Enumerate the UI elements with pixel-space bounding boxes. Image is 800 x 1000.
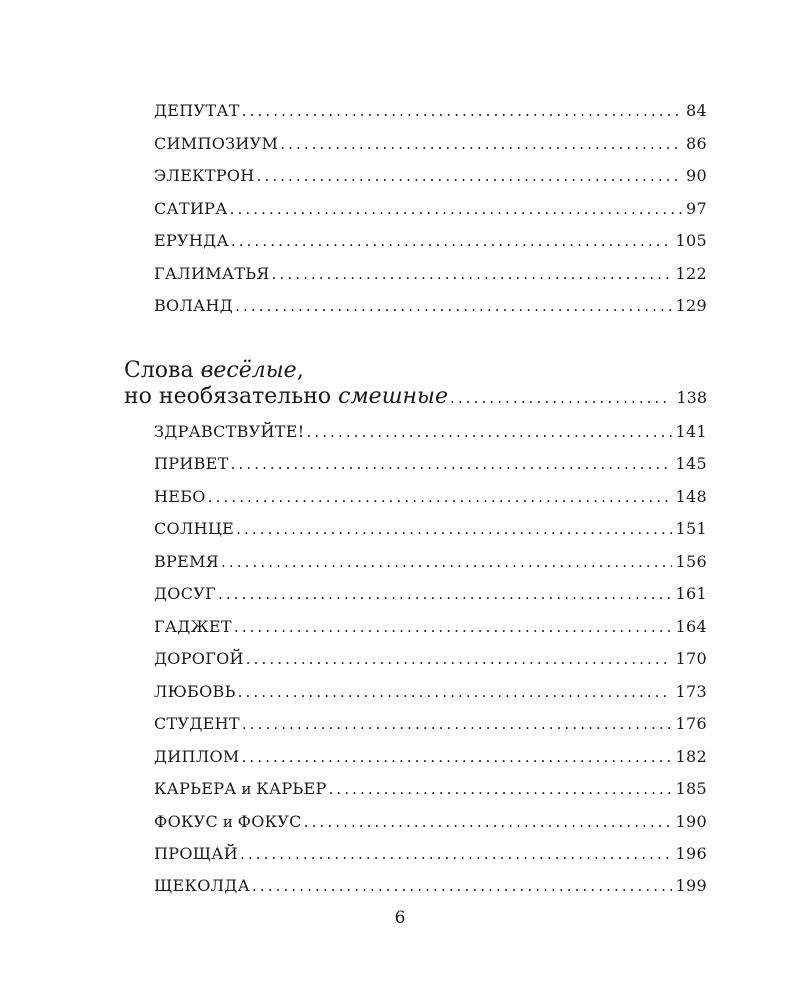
toc-entry-page: 151 <box>675 519 707 538</box>
toc-entry-page: 141 <box>675 422 707 441</box>
toc-entry-title: НЕБО <box>154 487 206 506</box>
toc-entry <box>154 228 707 254</box>
dot-leader <box>238 679 672 705</box>
toc-entry <box>154 841 707 867</box>
dot-leader <box>304 809 672 835</box>
toc-entry <box>154 261 707 287</box>
toc-entry-page: 161 <box>675 584 707 603</box>
toc-entry-title: ВРЕМЯ <box>154 552 220 571</box>
toc-entry-page: 173 <box>675 682 707 701</box>
dot-leader <box>280 131 682 157</box>
dot-leader <box>230 196 682 222</box>
toc-entry-title: САТИРА <box>154 199 228 218</box>
toc-entry-page: 156 <box>675 552 707 571</box>
toc-entry-page: 164 <box>675 617 707 636</box>
page-number: 6 <box>394 908 406 928</box>
dot-leader <box>329 776 672 802</box>
toc-entry-title: ДОРОГОЙ <box>154 649 244 668</box>
toc-entry <box>154 679 707 705</box>
dot-leader <box>246 646 672 672</box>
toc-entry-page: 148 <box>675 487 707 506</box>
toc-entry <box>154 98 707 124</box>
dot-leader <box>242 98 682 124</box>
toc-entry <box>154 776 707 802</box>
toc-entry <box>154 196 707 222</box>
toc-entry-title: ФОКУС и ФОКУС <box>154 812 302 831</box>
toc-entry-page: 199 <box>675 876 707 895</box>
toc-entry <box>154 711 707 737</box>
toc-entry <box>154 646 707 672</box>
toc-entry <box>154 873 707 899</box>
toc-entry-title: ЩЕКОЛДА <box>154 876 251 895</box>
dot-leader <box>450 385 672 411</box>
section-heading-line-1: Слова весёлые, <box>124 358 304 383</box>
dot-leader <box>252 873 672 899</box>
toc-entry <box>154 419 707 445</box>
dot-leader <box>234 614 672 640</box>
toc-entry-page: 129 <box>675 296 707 315</box>
toc-entry-title: ГАЛИМАТЬЯ <box>154 264 270 283</box>
toc-entry-title: СИМПОЗИУМ <box>154 134 279 153</box>
toc-entry-title: СОЛНЦЕ <box>154 519 235 538</box>
toc-entry <box>154 451 707 477</box>
toc-entry-title: СТУДЕНТ <box>154 714 240 733</box>
toc-entry-title: ЛЮБОВЬ <box>154 682 236 701</box>
dot-leader <box>272 261 672 287</box>
toc-entry <box>154 131 707 157</box>
toc-entry-page: 190 <box>675 812 707 831</box>
section-page: 138 <box>676 388 707 407</box>
toc-entry-title: ПРОЩАЙ <box>154 844 238 863</box>
toc-entry-page: 105 <box>675 231 707 250</box>
dot-leader <box>236 516 671 542</box>
dot-leader <box>257 163 682 189</box>
toc-entry-page: 196 <box>675 844 707 863</box>
toc-entry-title: КАРЬЕРА и КАРЬЕР <box>154 779 327 798</box>
section-heading <box>124 358 707 411</box>
toc-entry-page: 90 <box>686 166 707 185</box>
toc-entry <box>154 614 707 640</box>
dot-leader <box>242 711 672 737</box>
dot-leader <box>208 484 672 510</box>
toc-entry-page: 84 <box>686 101 707 120</box>
section-heading-line-2: но необязательно смешные ..... 138 <box>124 384 707 411</box>
toc-entry-title: ЗДРАВСТВУЙТЕ! <box>154 422 305 441</box>
toc-entry <box>154 549 707 575</box>
toc-entry-title: ЕРУНДА <box>154 231 229 250</box>
toc-entry-title: ГАДЖЕТ <box>154 617 232 636</box>
toc-entry-page: 97 <box>686 199 707 218</box>
toc-entry-page: 185 <box>675 779 707 798</box>
dot-leader <box>231 451 672 477</box>
dot-leader <box>235 293 671 319</box>
toc-entry <box>154 744 707 770</box>
dot-leader <box>221 549 672 575</box>
toc-entry-page: 86 <box>686 134 707 153</box>
dot-leader <box>242 744 672 770</box>
toc-entry <box>154 516 707 542</box>
toc-entry-page: 145 <box>675 454 707 473</box>
dot-leader <box>240 841 672 867</box>
toc-entry-title: ЭЛЕКТРОН <box>154 166 255 185</box>
dot-leader <box>307 419 672 445</box>
toc-entry <box>154 809 707 835</box>
toc-entry-page: 170 <box>675 649 707 668</box>
toc-entry <box>154 163 707 189</box>
toc-entry-title: ПРИВЕТ <box>154 454 229 473</box>
toc-entry <box>154 484 707 510</box>
toc-entry-title: ДОСУГ <box>154 584 217 603</box>
toc-entry-title: ВОЛАНД <box>154 296 234 315</box>
dot-leader <box>231 228 672 254</box>
toc-entry <box>154 293 707 319</box>
toc-entry-page: 182 <box>675 747 707 766</box>
toc-entry-title: ДЕПУТАТ <box>154 101 240 120</box>
toc-entry <box>154 581 707 607</box>
toc-entry-title: ДИПЛОМ <box>154 747 240 766</box>
dot-leader <box>218 581 672 607</box>
toc-entry-page: 122 <box>675 264 707 283</box>
toc-entry-page: 176 <box>675 714 707 733</box>
